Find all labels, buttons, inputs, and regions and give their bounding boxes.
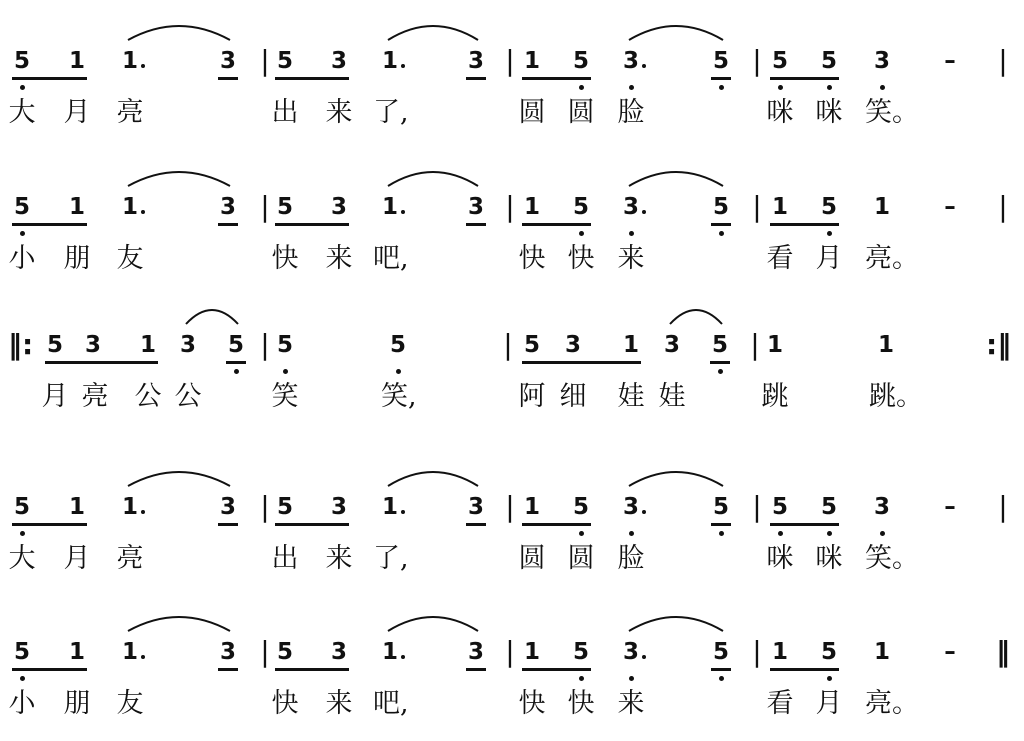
lyric-char: 朋: [63, 688, 91, 719]
lyric-char: 快: [271, 688, 299, 719]
lyric-char: 吧,: [373, 688, 409, 719]
low-octave-dot: [234, 369, 239, 374]
lyric-char: 亮: [116, 543, 144, 574]
note-digit: 3: [330, 48, 347, 74]
lyric-char: 脸: [617, 543, 645, 574]
lyric-char: 快: [567, 243, 595, 274]
note-digit: 3: [467, 194, 484, 220]
eighth-underline: [218, 523, 238, 526]
slur-arc: [126, 611, 232, 633]
eighth-underline: [466, 523, 486, 526]
note-digit: 1: [873, 639, 890, 665]
lyric-char: 看: [766, 243, 794, 274]
lyric-char: 公: [134, 381, 162, 412]
eighth-underline: [218, 668, 238, 671]
augmentation-dot: [642, 64, 646, 68]
low-octave-dot: [283, 369, 288, 374]
lyric-char: 了,: [373, 543, 409, 574]
eighth-underline: [45, 361, 158, 364]
lyric-char: 咪: [815, 543, 843, 574]
lyric-char: 娃: [658, 381, 686, 412]
eighth-underline: [275, 223, 349, 226]
lyric-char: 阿: [518, 381, 546, 412]
note-digit: 1: [523, 494, 540, 520]
lyric-char: 来: [617, 243, 645, 274]
eighth-underline: [711, 668, 731, 671]
note-digit: 1: [68, 194, 85, 220]
note-digit: 3: [84, 332, 101, 358]
lyric-char: 友: [116, 688, 144, 719]
note-digit: 3: [467, 494, 484, 520]
note-digit: 5: [276, 332, 293, 358]
eighth-underline: [522, 668, 591, 671]
note-digit: 1: [121, 194, 138, 220]
lyric-char: 亮。: [865, 688, 919, 719]
lyric-char: 友: [116, 243, 144, 274]
lyric-char: 咪: [815, 97, 843, 128]
lyric-char: 笑。: [865, 97, 919, 128]
slur-arc: [386, 466, 480, 488]
augmentation-dot: [141, 655, 145, 659]
note-digit: 3: [622, 48, 639, 74]
barline: |: [505, 490, 515, 523]
low-octave-dot: [20, 231, 25, 236]
low-octave-dot: [629, 231, 634, 236]
low-octave-dot: [719, 231, 724, 236]
lyric-char: 月: [815, 243, 843, 274]
repeat-start-sign: ‖:: [8, 328, 34, 361]
note-digit: 5: [712, 48, 729, 74]
lyric-char: 脸: [617, 97, 645, 128]
note-digit: 5: [276, 48, 293, 74]
note-digit: 3: [467, 48, 484, 74]
note-digit: 1: [873, 194, 890, 220]
eighth-underline: [466, 668, 486, 671]
note-digit: 5: [712, 639, 729, 665]
note-digit: 1: [68, 494, 85, 520]
low-octave-dot: [579, 231, 584, 236]
note-digit: 3: [873, 494, 890, 520]
slur-arc: [386, 166, 480, 188]
barline: |: [752, 635, 762, 668]
note-digit: 1: [523, 48, 540, 74]
low-octave-dot: [880, 531, 885, 536]
note-digit: 5: [820, 194, 837, 220]
augmentation-dot: [401, 210, 405, 214]
note-digit: 5: [771, 48, 788, 74]
low-octave-dot: [778, 85, 783, 90]
note-digit: 3: [219, 639, 236, 665]
slur-arc: [627, 166, 725, 188]
augmentation-dot: [401, 510, 405, 514]
note-digit: 5: [523, 332, 540, 358]
note-digit: 5: [572, 194, 589, 220]
lyric-char: 月: [815, 688, 843, 719]
low-octave-dot: [718, 369, 723, 374]
low-octave-dot: [778, 531, 783, 536]
note-digit: 5: [771, 494, 788, 520]
note-digit: 5: [276, 194, 293, 220]
eighth-underline: [218, 77, 238, 80]
lyric-char: 快: [567, 688, 595, 719]
note-digit: 3: [467, 639, 484, 665]
eighth-underline: [218, 223, 238, 226]
note-digit: 3: [622, 494, 639, 520]
lyric-char: 出: [271, 97, 299, 128]
eighth-underline: [12, 223, 87, 226]
note-digit: 5: [389, 332, 406, 358]
low-octave-dot: [719, 676, 724, 681]
eighth-underline: [466, 77, 486, 80]
note-digit: –: [944, 639, 956, 665]
low-octave-dot: [20, 676, 25, 681]
note-digit: 1: [68, 48, 85, 74]
eighth-underline: [522, 523, 591, 526]
note-digit: 3: [564, 332, 581, 358]
note-digit: 5: [572, 639, 589, 665]
slur-arc: [668, 304, 724, 326]
note-digit: 5: [820, 639, 837, 665]
lyric-char: 圆: [518, 97, 546, 128]
slur-arc: [627, 466, 725, 488]
lyric-char: 公: [174, 381, 202, 412]
note-digit: 5: [572, 494, 589, 520]
note-digit: 3: [219, 494, 236, 520]
lyric-char: 快: [518, 688, 546, 719]
barline: |: [752, 190, 762, 223]
lyric-char: 来: [325, 543, 353, 574]
slur-arc: [627, 20, 725, 42]
low-octave-dot: [20, 85, 25, 90]
note-digit: 5: [13, 639, 30, 665]
lyric-char: 月: [41, 381, 69, 412]
barline: |: [998, 490, 1008, 523]
note-digit: 1: [68, 639, 85, 665]
augmentation-dot: [141, 64, 145, 68]
barline: |: [260, 190, 270, 223]
end-barline: ‖: [996, 635, 1010, 668]
note-digit: 5: [711, 332, 728, 358]
slur-arc: [627, 611, 725, 633]
note-digit: 5: [820, 48, 837, 74]
eighth-underline: [711, 523, 731, 526]
eighth-underline: [466, 223, 486, 226]
low-octave-dot: [827, 676, 832, 681]
note-digit: 5: [276, 639, 293, 665]
note-digit: 1: [139, 332, 156, 358]
eighth-underline: [12, 523, 87, 526]
note-digit: 1: [121, 48, 138, 74]
lyric-char: 快: [518, 243, 546, 274]
lyric-char: 小: [8, 243, 36, 274]
eighth-underline: [12, 668, 87, 671]
eighth-underline: [770, 223, 839, 226]
low-octave-dot: [719, 531, 724, 536]
lyric-char: 小: [8, 688, 36, 719]
lyric-char: 大: [8, 543, 36, 574]
eighth-underline: [275, 77, 349, 80]
augmentation-dot: [141, 210, 145, 214]
low-octave-dot: [629, 531, 634, 536]
note-digit: 1: [771, 639, 788, 665]
barline: |: [998, 190, 1008, 223]
note-digit: 3: [330, 494, 347, 520]
lyric-char: 娃: [617, 381, 645, 412]
eighth-underline: [770, 523, 839, 526]
low-octave-dot: [880, 85, 885, 90]
note-digit: 3: [179, 332, 196, 358]
barline: |: [503, 328, 513, 361]
lyric-char: 大: [8, 97, 36, 128]
augmentation-dot: [141, 510, 145, 514]
note-digit: 3: [873, 48, 890, 74]
note-digit: 1: [381, 48, 398, 74]
lyric-char: 出: [271, 543, 299, 574]
slur-arc: [184, 304, 240, 326]
lyric-char: 来: [325, 243, 353, 274]
low-octave-dot: [20, 531, 25, 536]
eighth-underline: [522, 77, 591, 80]
lyric-char: 笑,: [381, 381, 417, 412]
eighth-underline: [275, 523, 349, 526]
note-digit: 3: [622, 639, 639, 665]
note-digit: –: [944, 48, 956, 74]
note-digit: 5: [820, 494, 837, 520]
low-octave-dot: [629, 85, 634, 90]
barline: |: [260, 328, 270, 361]
note-digit: 1: [381, 194, 398, 220]
lyric-char: 月: [63, 97, 91, 128]
eighth-underline: [770, 668, 839, 671]
note-digit: 1: [381, 494, 398, 520]
note-digit: 1: [622, 332, 639, 358]
slur-arc: [386, 20, 480, 42]
slur-arc: [126, 466, 232, 488]
end-barline: :‖: [986, 328, 1012, 361]
note-digit: 1: [523, 639, 540, 665]
low-octave-dot: [579, 676, 584, 681]
augmentation-dot: [401, 64, 405, 68]
augmentation-dot: [401, 655, 405, 659]
low-octave-dot: [396, 369, 401, 374]
lyric-char: 朋: [63, 243, 91, 274]
low-octave-dot: [827, 231, 832, 236]
note-digit: 5: [572, 48, 589, 74]
lyric-char: 来: [617, 688, 645, 719]
slur-arc: [126, 166, 232, 188]
low-octave-dot: [579, 85, 584, 90]
lyric-char: 咪: [766, 97, 794, 128]
eighth-underline: [12, 77, 87, 80]
note-digit: 5: [13, 194, 30, 220]
low-octave-dot: [827, 531, 832, 536]
note-digit: 1: [771, 194, 788, 220]
lyric-char: 亮: [81, 381, 109, 412]
lyric-char: 月: [63, 543, 91, 574]
barline: |: [752, 490, 762, 523]
note-digit: 5: [46, 332, 63, 358]
note-digit: 1: [381, 639, 398, 665]
note-digit: 1: [121, 639, 138, 665]
note-digit: 5: [276, 494, 293, 520]
low-octave-dot: [719, 85, 724, 90]
augmentation-dot: [642, 210, 646, 214]
note-digit: 5: [712, 494, 729, 520]
note-digit: 5: [13, 48, 30, 74]
barline: |: [752, 44, 762, 77]
lyric-char: 跳。: [869, 381, 923, 412]
lyric-char: 跳: [761, 381, 789, 412]
lyric-char: 了,: [373, 97, 409, 128]
augmentation-dot: [642, 510, 646, 514]
low-octave-dot: [579, 531, 584, 536]
lyric-char: 咪: [766, 543, 794, 574]
lyric-char: 看: [766, 688, 794, 719]
note-digit: 1: [121, 494, 138, 520]
low-octave-dot: [629, 676, 634, 681]
lyric-char: 细: [559, 381, 587, 412]
note-digit: –: [944, 494, 956, 520]
note-digit: 3: [622, 194, 639, 220]
barline: |: [505, 190, 515, 223]
lyric-char: 圆: [518, 543, 546, 574]
lyric-char: 吧,: [373, 243, 409, 274]
lyric-char: 圆: [567, 97, 595, 128]
note-digit: 1: [766, 332, 783, 358]
lyric-char: 圆: [567, 543, 595, 574]
low-octave-dot: [827, 85, 832, 90]
note-digit: –: [944, 194, 956, 220]
lyric-char: 来: [325, 97, 353, 128]
eighth-underline: [275, 668, 349, 671]
eighth-underline: [522, 223, 591, 226]
note-digit: 3: [219, 48, 236, 74]
note-digit: 3: [330, 639, 347, 665]
barline: |: [505, 44, 515, 77]
barline: |: [998, 44, 1008, 77]
lyric-char: 笑。: [865, 543, 919, 574]
eighth-underline: [711, 223, 731, 226]
note-digit: 3: [663, 332, 680, 358]
lyric-char: 快: [271, 243, 299, 274]
slur-arc: [386, 611, 480, 633]
lyric-char: 亮。: [865, 243, 919, 274]
eighth-underline: [710, 361, 730, 364]
note-digit: 3: [330, 194, 347, 220]
note-digit: 5: [13, 494, 30, 520]
augmentation-dot: [642, 655, 646, 659]
eighth-underline: [226, 361, 246, 364]
eighth-underline: [522, 361, 641, 364]
eighth-underline: [711, 77, 731, 80]
barline: |: [260, 635, 270, 668]
note-digit: 5: [712, 194, 729, 220]
lyric-char: 亮: [116, 97, 144, 128]
barline: |: [750, 328, 760, 361]
barline: |: [260, 44, 270, 77]
note-digit: 1: [877, 332, 894, 358]
eighth-underline: [770, 77, 839, 80]
note-digit: 3: [219, 194, 236, 220]
barline: |: [260, 490, 270, 523]
barline: |: [505, 635, 515, 668]
note-digit: 1: [523, 194, 540, 220]
slur-arc: [126, 20, 232, 42]
lyric-char: 笑: [271, 381, 299, 412]
note-digit: 5: [227, 332, 244, 358]
lyric-char: 来: [325, 688, 353, 719]
